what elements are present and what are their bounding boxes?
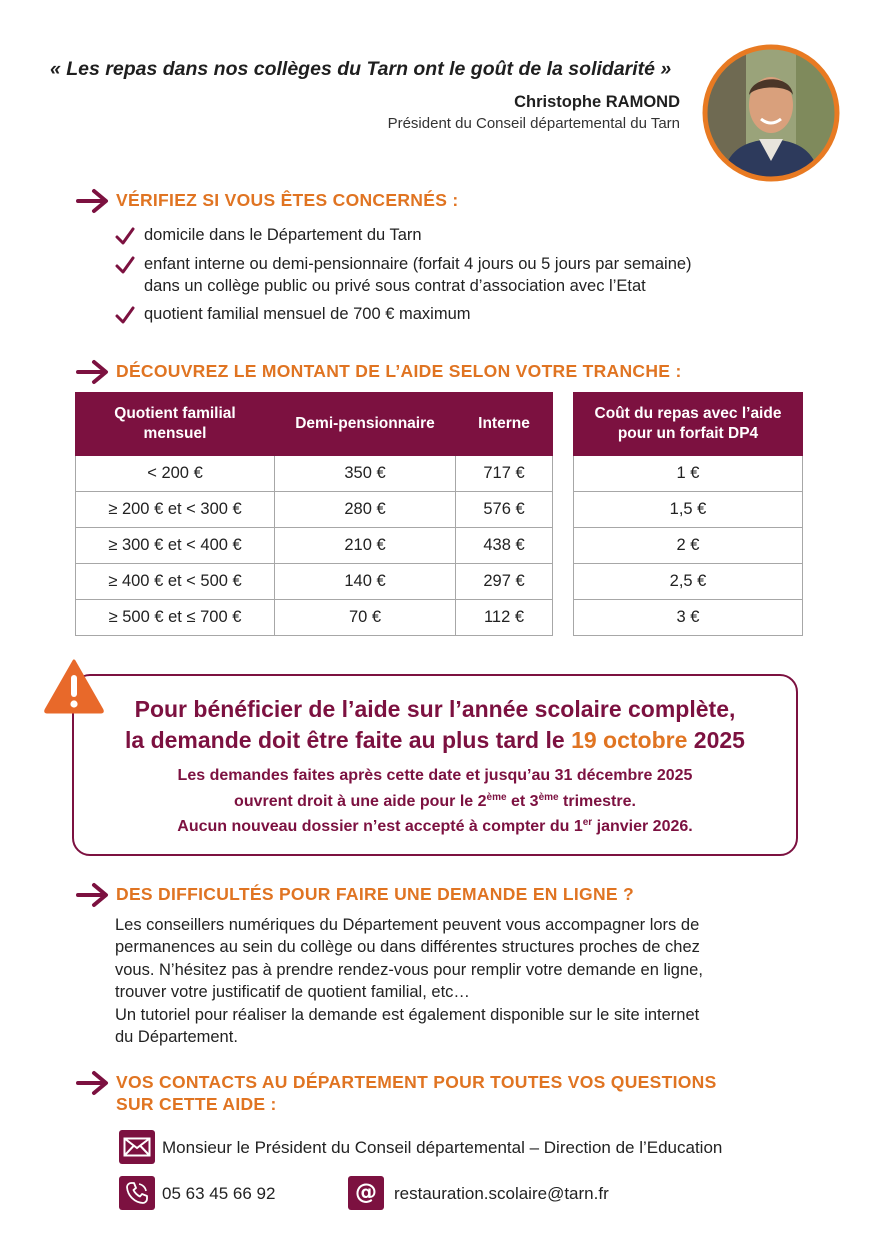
deadline-detail-text: janvier 2026.: [592, 818, 693, 835]
table-header-row: [574, 393, 803, 456]
deadline-detail-text: et 3: [506, 793, 539, 810]
deadline-detail-line2: [72, 793, 798, 811]
arrow-right-icon: [76, 359, 110, 385]
table-cell: 70 €: [275, 600, 456, 636]
section-eligibility-title: VÉRIFIEZ SI VOUS ÊTES CONCERNÉS :: [116, 190, 459, 210]
checkmark-icon: [114, 254, 136, 276]
checkmark-icon: [114, 304, 136, 326]
page-quote: « Les repas dans nos collèges du Tarn ont le goût de la solidarité »: [50, 58, 672, 80]
table-cell: 1,5 €: [574, 492, 803, 528]
table-cell: 140 €: [275, 564, 456, 600]
deadline-text: la demande doit être faite au plus tard le: [125, 727, 572, 753]
ordinal-suffix: er: [582, 817, 593, 828]
deadline-headline-line2: [72, 727, 798, 754]
checkmark-icon: [114, 225, 136, 247]
section-contacts-title-line2: SUR CETTE AIDE :: [116, 1094, 277, 1114]
eligibility-item-text: dans un collège public ou privé sous contrat d’association avec l’Etat: [144, 277, 646, 295]
deadline-detail-line1: Les demandes faites après cette date et jusqu’au 31 décembre 2025: [177, 767, 693, 784]
author-name: Christophe RAMOND: [514, 93, 680, 111]
section-help-title: DES DIFFICULTÉS POUR FAIRE UNE DEMANDE EN LIGNE ?: [116, 884, 635, 904]
table-cell: 280 €: [275, 492, 456, 528]
eligibility-item-text: domicile dans le Département du Tarn: [144, 226, 422, 244]
deadline-detail-text: ouvrent droit à une aide pour le 2: [234, 793, 487, 810]
help-line: Les conseillers numériques du Département peuvent vous accompagner lors de: [115, 916, 700, 934]
table-row: [574, 600, 803, 636]
table-row: [76, 456, 553, 492]
help-line: Un tutoriel pour réaliser la demande est également disponible sur le site internet: [115, 1005, 700, 1024]
deadline-detail-text: trimestre.: [558, 793, 636, 810]
section-eligibility-heading: [76, 188, 458, 218]
contact-email[interactable]: restauration.scolaire@tarn.fr: [394, 1184, 609, 1203]
section-contacts-title-line1: VOS CONTACTS AU DÉPARTEMENT POUR TOUTES VOS QUESTIONS: [116, 1072, 717, 1092]
ordinal-suffix: ème: [538, 792, 559, 803]
deadline-headline-line1: Pour bénéficier de l’aide sur l’année scolaire complète,: [134, 696, 736, 722]
column-header-meal-cost: Coût du repas avec l’aide pour un forfait DP4: [574, 393, 803, 456]
meal-cost-table: [573, 392, 803, 636]
arrow-right-icon: [76, 188, 110, 214]
help-line: du Département.: [115, 1028, 238, 1047]
section-amounts-heading: [76, 359, 682, 389]
table-cell: 576 €: [456, 492, 553, 528]
phone-icon: [119, 1176, 155, 1210]
help-line: vous. N’hésitez pas à prendre rendez-vous pour remplir votre demande en ligne,: [115, 960, 703, 979]
table-cell: 717 €: [456, 456, 553, 492]
table-header-row: [76, 393, 553, 456]
table-cell: 1 €: [574, 456, 803, 492]
table-cell: ≥ 400 € et < 500 €: [76, 564, 275, 600]
deadline-year: 2025: [687, 727, 745, 753]
table-cell: 210 €: [275, 528, 456, 564]
table-row: [574, 528, 803, 564]
table-cell: < 200 €: [76, 456, 275, 492]
table-cell: 112 €: [456, 600, 553, 636]
table-row: [574, 456, 803, 492]
help-paragraph: [115, 914, 815, 1048]
contact-phone[interactable]: 05 63 45 66 92: [162, 1184, 276, 1203]
contact-address: Monsieur le Président du Conseil départemental – Direction de l’Education: [162, 1138, 723, 1157]
envelope-icon: [119, 1130, 155, 1164]
table-row: [76, 492, 553, 528]
help-line: trouver votre justificatif de quotient familial, etc…: [115, 983, 470, 1002]
table-cell: 438 €: [456, 528, 553, 564]
table-cell: 350 €: [275, 456, 456, 492]
table-row: [76, 528, 553, 564]
help-line: permanences au sein du collège ou dans différentes structures proches de chez: [115, 938, 700, 957]
aid-amounts-table: [75, 392, 553, 636]
section-contacts-title: [116, 1070, 717, 1115]
arrow-right-icon: [76, 882, 110, 908]
author-portrait: [701, 43, 841, 183]
eligibility-item: [114, 253, 814, 297]
table-cell: ≥ 500 € et ≤ 700 €: [76, 600, 275, 636]
deadline-detail-line3: [72, 818, 798, 836]
section-contacts-heading: [76, 1070, 717, 1120]
arrow-right-icon: [76, 1070, 110, 1096]
eligibility-item: [114, 303, 814, 326]
eligibility-item-text: enfant interne ou demi-pensionnaire (forfait 4 jours ou 5 jours par semaine): [144, 255, 692, 273]
table-row: [574, 492, 803, 528]
deadline-detail-text: Aucun nouveau dossier n’est accepté à compter du 1: [177, 818, 583, 835]
table-row: [76, 600, 553, 636]
section-help-heading: [76, 882, 634, 912]
eligibility-item-text: quotient familial mensuel de 700 € maximum: [144, 305, 471, 323]
column-header-half-board: Demi-pensionnaire: [275, 393, 456, 456]
table-cell: ≥ 300 € et < 400 €: [76, 528, 275, 564]
table-cell: 2 €: [574, 528, 803, 564]
section-amounts-title: DÉCOUVREZ LE MONTANT DE L’AIDE SELON VOTRE TRANCHE :: [116, 361, 682, 381]
eligibility-checklist: [114, 224, 814, 332]
table-cell: 3 €: [574, 600, 803, 636]
at-sign-icon: @: [348, 1176, 384, 1210]
deadline-date: 19 octobre: [571, 727, 688, 753]
author-title: Président du Conseil départemental du Tarn: [387, 115, 680, 132]
eligibility-item: [114, 224, 814, 247]
table-cell: 297 €: [456, 564, 553, 600]
table-row: [574, 564, 803, 600]
table-row: [76, 564, 553, 600]
table-cell: ≥ 200 € et < 300 €: [76, 492, 275, 528]
ordinal-suffix: ème: [486, 792, 507, 803]
column-header-boarder: Interne: [456, 393, 553, 456]
column-header-quotient: Quotient familial mensuel: [76, 393, 275, 456]
table-cell: 2,5 €: [574, 564, 803, 600]
